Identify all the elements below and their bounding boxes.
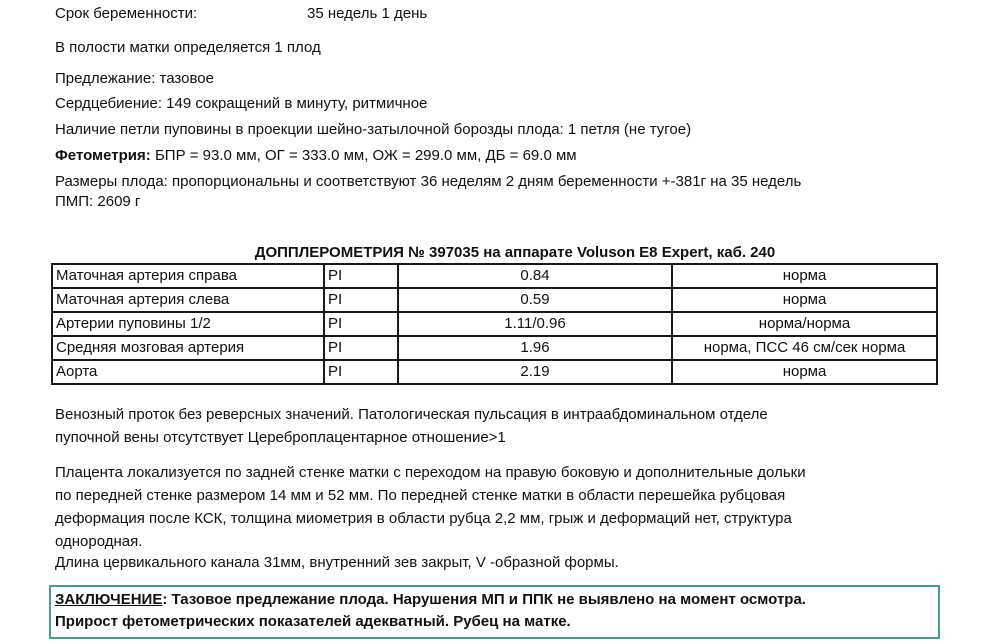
vessel-name: Аорта bbox=[52, 360, 324, 384]
venous-line-2: пупочной вены отсутствует Цереброплацентарное отношение>1 bbox=[55, 429, 506, 446]
cervix: Длина цервикального канала 31мм, внутренний зев закрыт, V -образной формы. bbox=[55, 554, 619, 571]
vessel-name: Артерии пуповины 1/2 bbox=[52, 312, 324, 336]
term-label: Срок беременности: bbox=[55, 5, 198, 22]
vessel-name: Маточная артерия справа bbox=[52, 264, 324, 288]
placenta-line-4: однородная. bbox=[55, 533, 143, 550]
index-name: PI bbox=[324, 336, 398, 360]
index-value: 0.84 bbox=[398, 264, 672, 288]
result-text: норма bbox=[672, 360, 937, 384]
table-row bbox=[52, 336, 937, 360]
result-text: норма bbox=[672, 264, 937, 288]
vessel-name: Средняя мозговая артерия bbox=[52, 336, 324, 360]
placenta-line-2: по передней стенке размером 14 мм и 52 мм. По передней стенке матки в области перешейка рубцовая bbox=[55, 487, 786, 504]
fetus-count: В полости матки определяется 1 плод bbox=[55, 39, 321, 56]
index-name: PI bbox=[324, 360, 398, 384]
result-text: норма/норма bbox=[672, 312, 937, 336]
index-value: 0.59 bbox=[398, 288, 672, 312]
presentation: Предлежание: тазовое bbox=[55, 70, 214, 87]
size-line-1: Размеры плода: пропорциональны и соответствуют 36 неделям 2 дням беременности +-381г на 35 недель bbox=[55, 173, 802, 190]
result-text: норма bbox=[672, 288, 937, 312]
table-row bbox=[52, 288, 937, 312]
table-row bbox=[52, 312, 937, 336]
conclusion-line-2: Прирост фетометрических показателей адекватный. Рубец на матке. bbox=[55, 613, 571, 630]
conclusion-box bbox=[49, 585, 940, 639]
conclusion-text-1: : Тазовое предлежание плода. Нарушения МП и ППК не выявлено на момент осмотра. bbox=[162, 591, 806, 608]
placenta-line-3: деформация после КСК, толщина миометрия в области рубца 2,2 мм, грыж и деформаций нет, структура bbox=[55, 510, 792, 527]
table-row bbox=[52, 264, 937, 288]
table-row bbox=[52, 360, 937, 384]
fetometry bbox=[55, 147, 577, 165]
term-value: 35 недель 1 день bbox=[307, 5, 428, 22]
fetometry-label: Фетометрия: bbox=[55, 147, 151, 164]
index-value: 1.11/0.96 bbox=[398, 312, 672, 336]
size-line-2: ПМП: 2609 г bbox=[55, 193, 141, 210]
vessel-name: Маточная артерия слева bbox=[52, 288, 324, 312]
index-value: 1.96 bbox=[398, 336, 672, 360]
conclusion-label: ЗАКЛЮЧЕНИЕ bbox=[55, 591, 163, 608]
conclusion-line-1 bbox=[55, 589, 938, 611]
placenta-line-1: Плацента локализуется по задней стенке матки с переходом на правую боковую и дополнительные дольки bbox=[55, 464, 806, 481]
index-name: PI bbox=[324, 264, 398, 288]
index-value: 2.19 bbox=[398, 360, 672, 384]
cord-loop: Наличие петли пуповины в проекции шейно-затылочной борозды плода: 1 петля (не тугое) bbox=[55, 121, 692, 138]
heartbeat: Сердцебиение: 149 сокращений в минуту, ритмичное bbox=[55, 95, 428, 112]
index-name: PI bbox=[324, 312, 398, 336]
result-text: норма, ПСС 46 см/сек норма bbox=[672, 336, 937, 360]
doppler-title: ДОППЛЕРОМЕТРИЯ № 397035 на аппарате Voluson E8 Expert, каб. 240 bbox=[254, 244, 776, 261]
fetometry-values: БПР = 93.0 мм, ОГ = 333.0 мм, ОЖ = 299.0 мм, ДБ = 69.0 мм bbox=[150, 147, 577, 164]
doppler-table bbox=[51, 263, 938, 385]
index-name: PI bbox=[324, 288, 398, 312]
venous-line-1: Венозный проток без реверсных значений. Патологическая пульсация в интраабдоминальном отделе bbox=[55, 406, 768, 423]
